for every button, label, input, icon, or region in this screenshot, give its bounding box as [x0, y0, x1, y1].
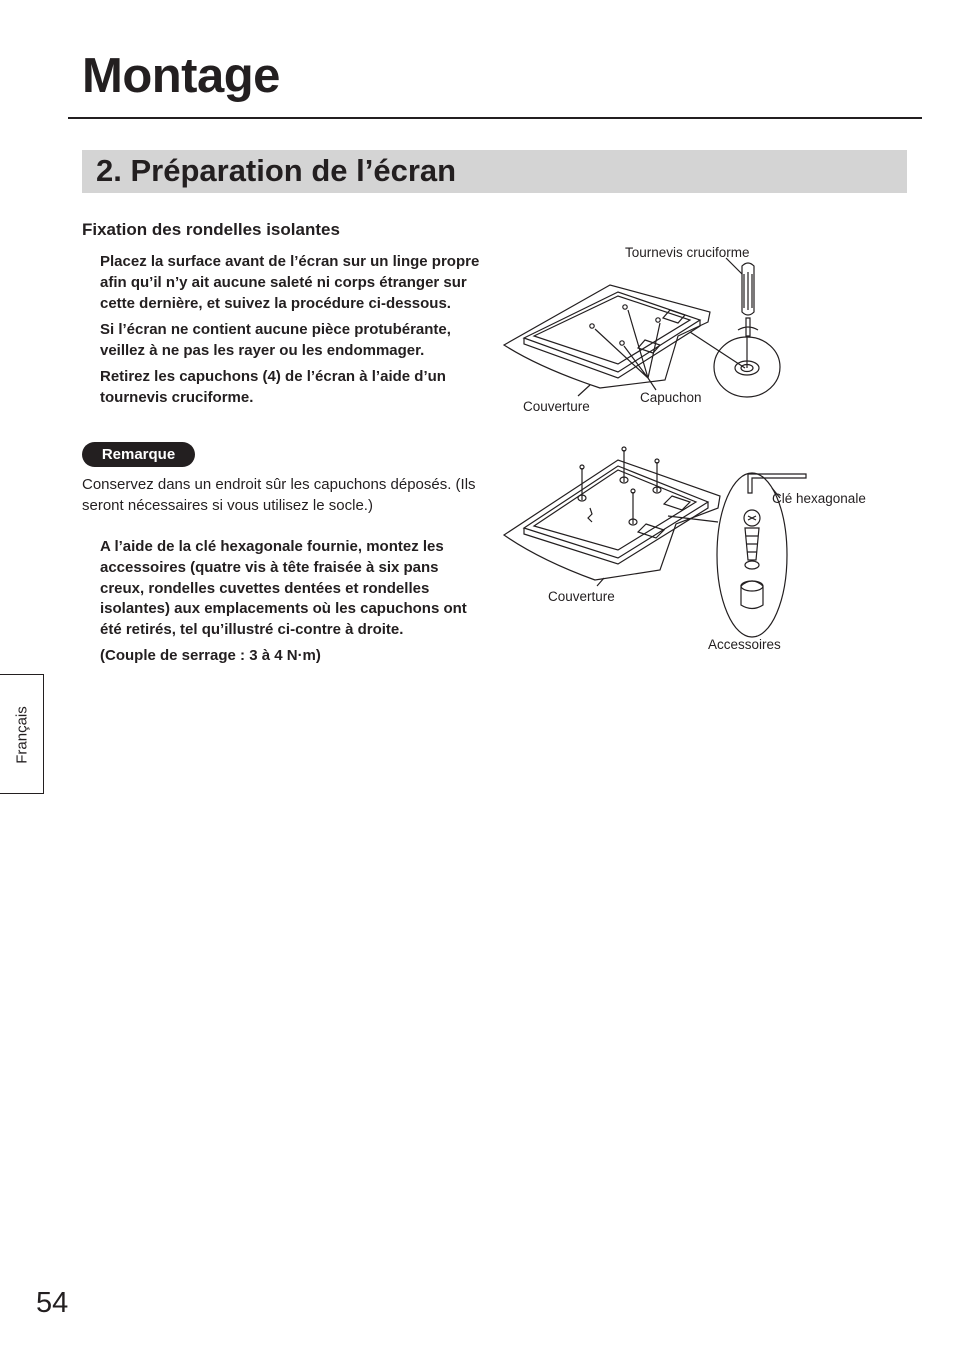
- steps-list: [100, 251, 485, 413]
- label-cover-1: Couverture: [523, 399, 590, 414]
- remark-badge: Remarque: [82, 442, 195, 467]
- section-title: 2. Préparation de l’écran: [96, 153, 457, 188]
- page-number: 54: [36, 1287, 69, 1319]
- torque-note: (Couple de serrage : 3 à 4 N·m): [100, 646, 321, 664]
- section-header: [82, 150, 907, 193]
- step-1: Placez la surface avant de l’écran sur un linge propre afin qu’il n’y ait aucune saleté ni corps étranger sur cette dernière, et suivez la procédure ci-dessous.: [100, 253, 480, 312]
- label-cap: Capuchon: [640, 390, 702, 405]
- page-title: Montage: [82, 49, 280, 103]
- subheading: Fixation des rondelles isolantes: [82, 220, 340, 239]
- language-tab: [0, 674, 44, 794]
- step-3: Retirez les capuchons (4) de l’écran à l’aide d’un tournevis cruciforme.: [100, 368, 446, 406]
- label-hex-key: Clé hexagonale: [772, 491, 866, 506]
- steps-list-2: [100, 537, 485, 672]
- remark-text: Conservez dans un endroit sûr les capuchons déposés. (Ils seront nécessaires si vous utilisez le socle.): [82, 476, 476, 514]
- label-accessories: Accessoires: [708, 637, 781, 652]
- assembly-illustration: [500, 240, 900, 660]
- step-4: A l’aide de la clé hexagonale fournie, montez les accessoires (quatre vis à tête fraisée à six pans creux, rondelles cuvettes dentées et rondelles isolantes) aux emplacements où les capuchons ont été retirés, tel qu’illustré ci-contre à droite.: [100, 538, 467, 639]
- title-divider: [68, 117, 922, 119]
- language-label: Français: [13, 706, 31, 764]
- label-cover-2: Couverture: [548, 589, 615, 604]
- hex-screw-icon: [578, 447, 661, 525]
- label-screwdriver: Tournevis cruciforme: [625, 245, 750, 260]
- step-2: Si l’écran ne contient aucune pièce protubérante, veillez à ne pas les rayer ou les endommager.: [100, 321, 451, 359]
- panel-1: [524, 292, 700, 372]
